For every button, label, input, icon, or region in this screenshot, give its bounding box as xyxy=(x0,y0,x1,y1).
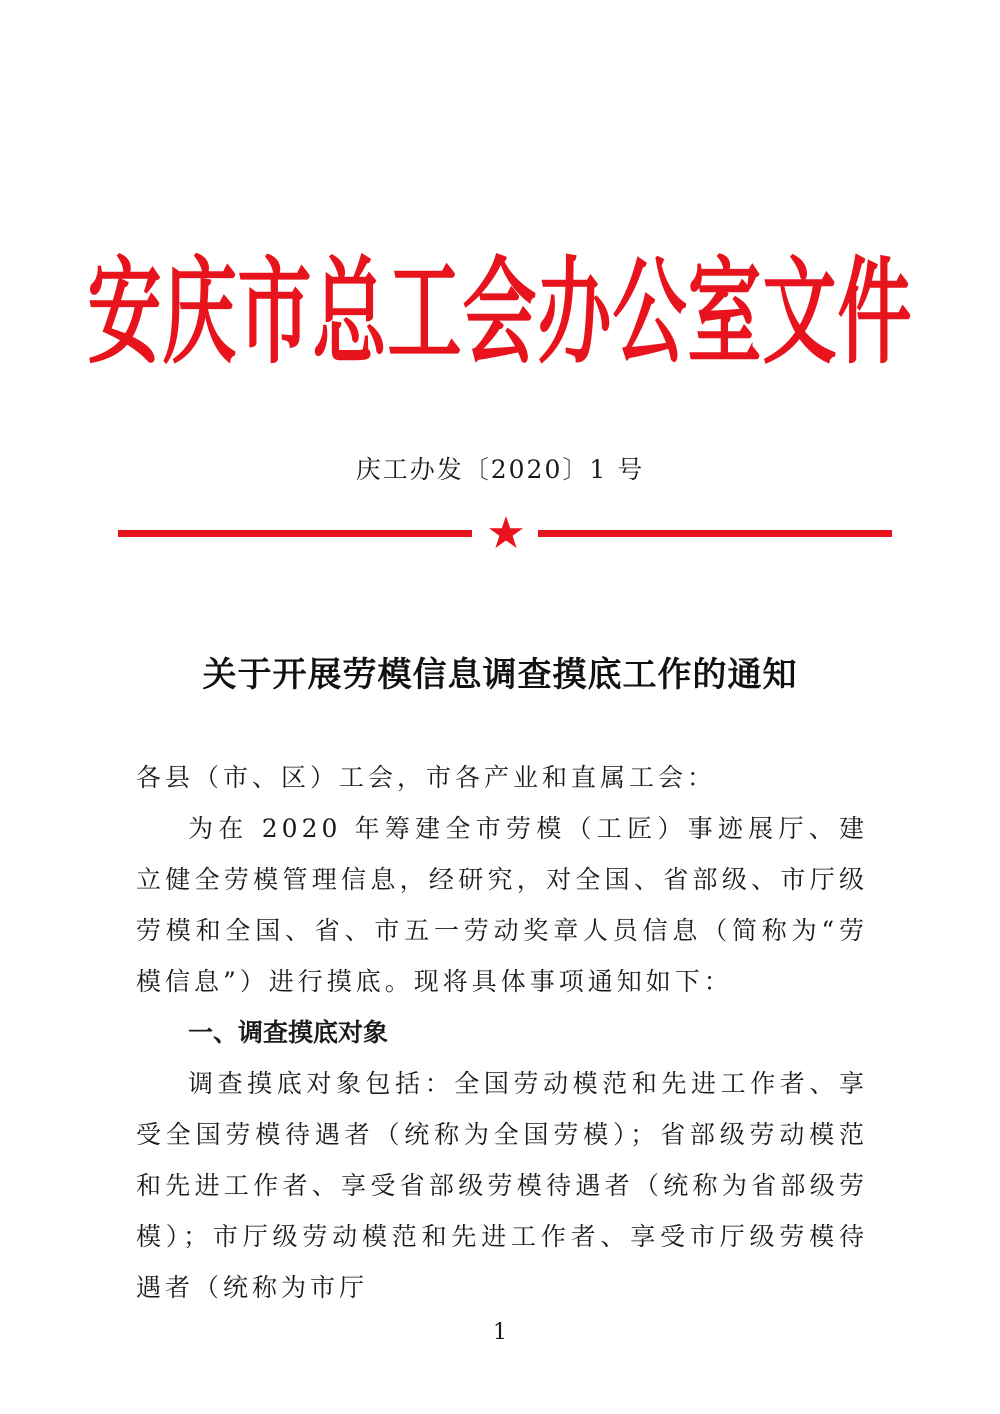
red-divider xyxy=(118,515,892,555)
document-number: 庆工办发〔2020〕1 号 xyxy=(355,455,645,484)
divider-right-bar xyxy=(538,530,892,537)
divider-left-bar xyxy=(118,530,472,537)
paragraph-intro: 为在 2020 年筹建全市劳模（工匠）事迹展厅、建立健全劳模管理信息，经研究，对全国、省部级、市厅级劳模和全国、省、市五一劳动奖章人员信息（简称为“劳模信息”）进行摸底。现将具体事项通知如下： xyxy=(136,814,868,996)
addressee: 各县（市、区）工会，市各产业和直属工会： xyxy=(136,763,717,792)
star-icon xyxy=(488,515,524,551)
notice-title: 关于开展劳模信息调查摸底工作的通知 xyxy=(202,655,798,695)
paragraph-targets: 调查摸底对象包括：全国劳动模范和先进工作者、享受全国劳模待遇者（统称为全国劳模）；省部级劳动模范和先进工作者、享受省部级劳模待遇者（统称为省部级劳模）；市厅级劳动模范和先进工作者、享受市厅级劳模待遇者（统称为市厅 xyxy=(136,1069,868,1302)
section-heading: 一、调查摸底对象 xyxy=(188,1018,389,1047)
masthead-title: 安庆市总工会办公室文件 xyxy=(87,246,913,380)
page-number: 1 xyxy=(493,1320,507,1345)
